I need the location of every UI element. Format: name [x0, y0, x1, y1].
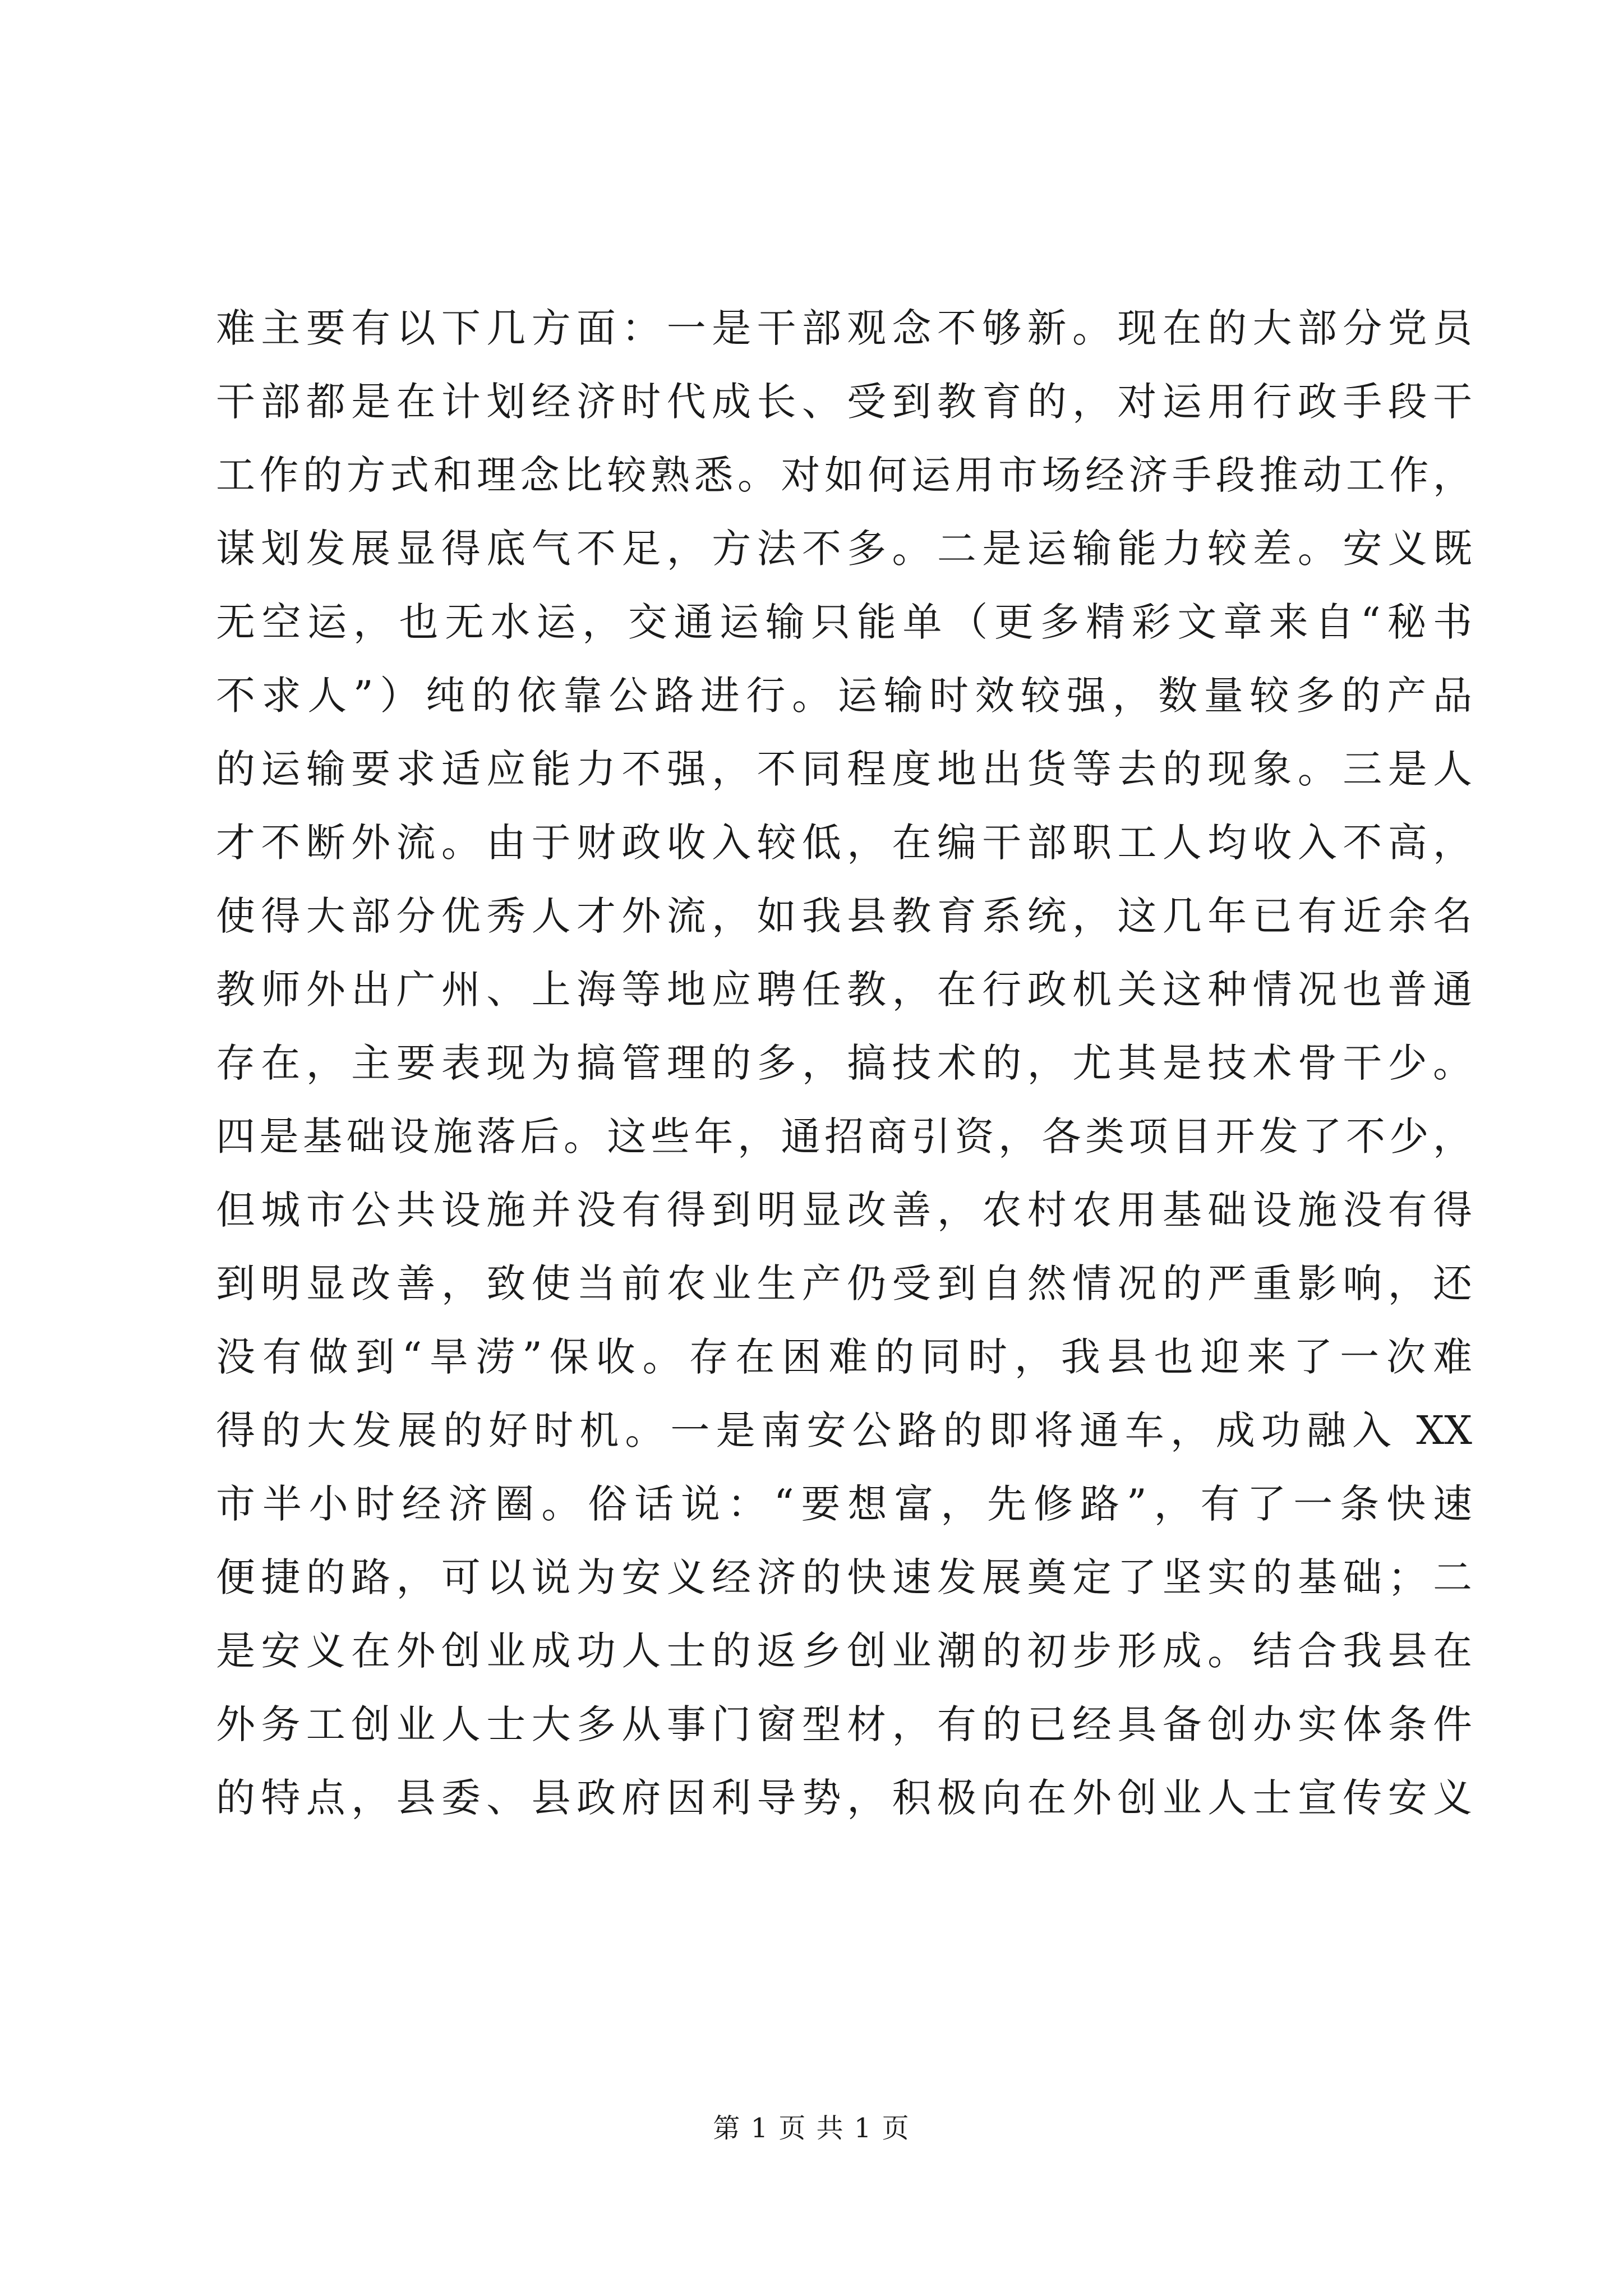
text-line: 的运输要求适应能力不强，不同程度地出货等去的现象。三是人: [216, 746, 1472, 792]
text-line: 工作的方式和理念比较熟悉。对如何运用市场经济手段推动工作，: [216, 452, 1472, 498]
text-line: 市半小时经济圈。俗话说：“要想富，先修路”，有了一条快速: [216, 1481, 1472, 1527]
page-number-label: 第 1 页 共 1 页: [713, 2113, 910, 2144]
body-text: [216, 292, 1472, 1835]
text-line: 没有做到“旱涝”保收。存在困难的同时，我县也迎来了一次难: [216, 1334, 1472, 1380]
text-line: 便捷的路，可以说为安义经济的快速发展奠定了坚实的基础；二: [216, 1554, 1472, 1600]
text-line: 是安义在外创业成功人士的返乡创业潮的初步形成。结合我县在: [216, 1628, 1472, 1674]
text-line: 不求人”）纯的依靠公路进行。运输时效较强，数量较多的产品: [216, 673, 1472, 719]
text-line: 四是基础设施落后。这些年，通招商引资，各类项目开发了不少，: [216, 1114, 1472, 1159]
text-line: 使得大部分优秀人才外流，如我县教育系统，这几年已有近余名: [216, 893, 1472, 939]
text-line: 难主要有以下几方面：一是干部观念不够新。现在的大部分党员: [216, 305, 1472, 351]
text-line: 谋划发展显得底气不足，方法不多。二是运输能力较差。安义既: [216, 526, 1472, 572]
text-line: 到明显改善，致使当前农业生产仍受到自然情况的严重影响，还: [216, 1260, 1472, 1306]
text-line: 无空运，也无水运，交通运输只能单（更多精彩文章来自“秘书: [216, 599, 1472, 645]
text-line: 外务工创业人士大多从事门窗型材，有的已经具备创办实体条件: [216, 1701, 1472, 1747]
text-line: 干部都是在计划经济时代成长、受到教育的，对运用行政手段干: [216, 379, 1472, 425]
page-footer: [0, 2106, 1623, 2145]
text-line: 存在，主要表现为搞管理的多，搞技术的，尤其是技术骨干少。: [216, 1040, 1472, 1086]
text-line: 教师外出广州、上海等地应聘任教，在行政机关这种情况也普通: [216, 967, 1472, 1013]
text-line: 得的大发展的好时机。一是南安公路的即将通车，成功融入 XX: [216, 1407, 1472, 1453]
text-line: 但城市公共设施并没有得到明显改善，农村农用基础设施没有得: [216, 1187, 1472, 1233]
text-line: 的特点，县委、县政府因利导势，积极向在外创业人士宣传安义: [216, 1775, 1472, 1821]
text-line: 才不断外流。由于财政收入较低，在编干部职工人均收入不高，: [216, 820, 1472, 866]
